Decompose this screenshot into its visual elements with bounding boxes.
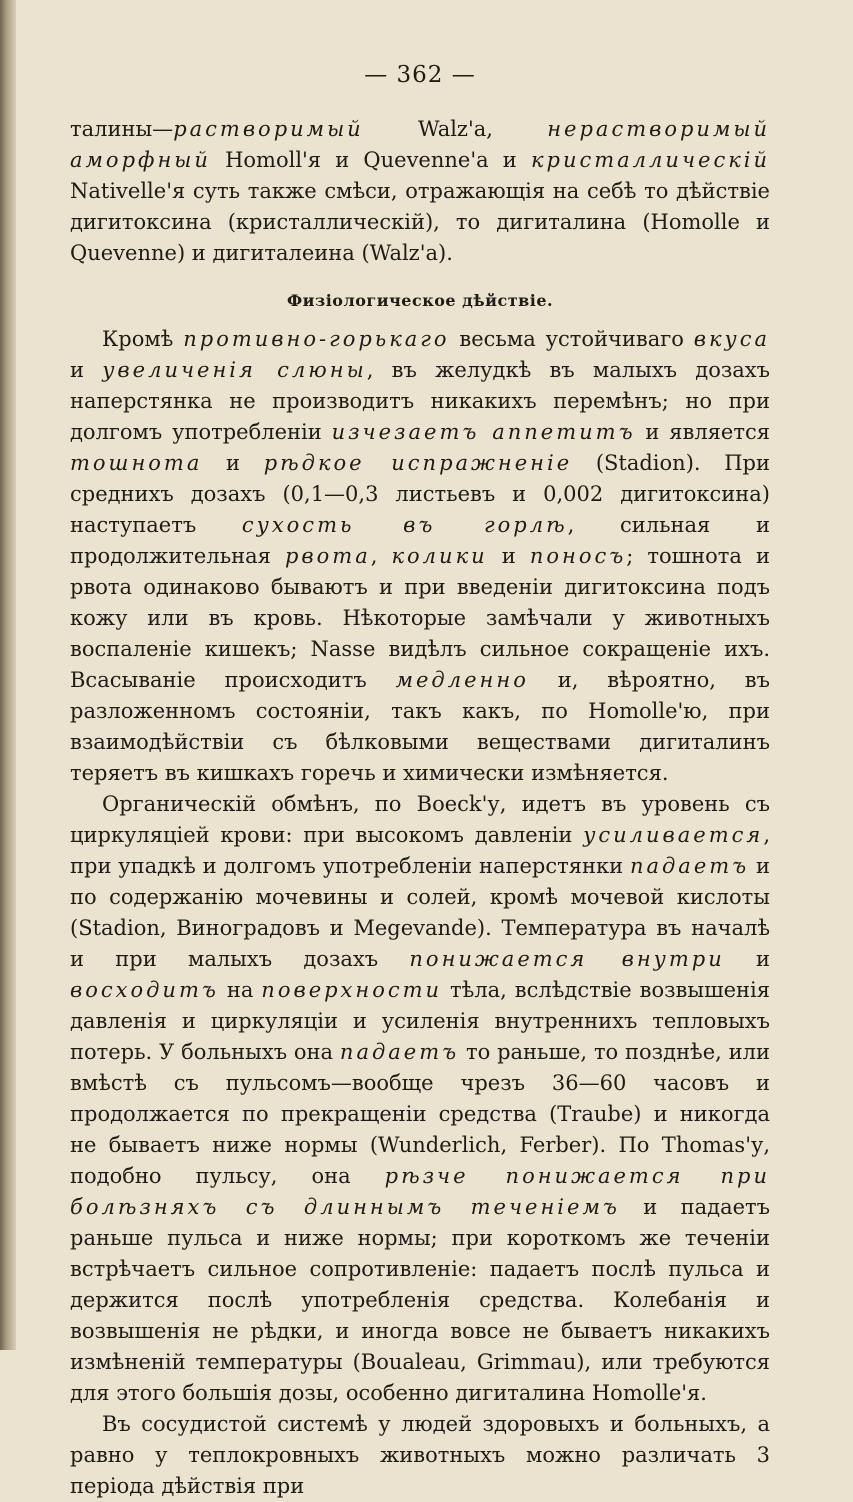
spaced-emphasis-text: восходитъ [70,978,219,1002]
body-text: и [202,451,264,475]
spaced-emphasis-text: колики [391,544,488,568]
spaced-emphasis-text: рѣзче понижается при болѣзняхъ съ длиннымъ теченіемъ [70,1164,770,1219]
spaced-emphasis-text: сухость въ горлѣ [241,513,568,537]
body-text: и падаетъ раньше пульса и ниже нормы; при короткомъ же теченіи встрѣчаетъ сильное сопротивленіе: падаетъ послѣ пульса и держится послѣ употребленія средства. Колебанія и возвышенія не рѣдки, и иногда вовсе не бываетъ никакихъ измѣненій температуры (Boualeau, Grimmau), или требуются для этого большія дозы, особенно дигиталина Homolle'я. [70,1195,770,1405]
spaced-emphasis-text: усиливается [583,823,764,847]
body-text: Walz'а, [363,117,548,141]
spaced-emphasis-text: поверхности [261,978,443,1002]
body-text: ; тошнота и рвота одинаково бываютъ и при введеніи дигитоксина подъ кожу или въ кровь. Нѣкоторые замѣчали у животныхъ воспаленіе кишекъ; Nasse видѣлъ сильное сокращеніе ихъ. Всасываніе происходитъ [70,544,771,692]
book-page [70,62,770,1502]
body-text: тѣла, вслѣдствіе возвышенія давленія и циркуляціи и усиленія внутреннихъ тепловыхъ потерь. У больныхъ она [70,978,770,1064]
body-text: Органическій обмѣнъ, по Boeck'у, идетъ въ уровень съ циркуляціей крови: при высокомъ давленіи [70,792,770,847]
spaced-emphasis-text: падаетъ [629,854,750,878]
spaced-emphasis-text: противно-горькаго [183,327,450,351]
body-text: и является [635,420,770,444]
spaced-emphasis-text: кристаллическій [530,148,770,172]
body-text: талины— [70,117,174,141]
spaced-emphasis-text: рвота [284,544,371,568]
paragraph-digestion [70,324,770,789]
body-text: , сильная и продолжительная [70,513,770,568]
book-spine-edge [0,0,16,1350]
body-text: весьма устойчиваго [449,327,694,351]
body-text: и по содержанію мочевины и солей, кромѣ мочевой кислоты (Stadion, Виноградовъ и Megevande). Температура въ началѣ и при малыхъ дозахъ [70,854,770,971]
spaced-emphasis-text: понижается внутри [409,947,725,971]
spaced-emphasis-text: рѣдкое испражненіе [263,451,573,475]
spaced-emphasis-text: падаетъ [339,1040,460,1064]
paragraph-continuation [70,114,770,269]
paragraph-vascular [70,1409,770,1502]
spaced-emphasis-text: изчезаетъ аппетитъ [331,420,636,444]
body-text: , при упадкѣ и долгомъ употребленіи наперстянки [70,823,770,878]
body-text: , въ желудкѣ въ малыхъ дозахъ наперстянка не производитъ никакихъ перемѣнъ; но при долгомъ употребленіи [70,358,771,444]
section-heading: Физіологическое дѣйствіе. [286,291,554,310]
spaced-emphasis-text: поносъ [529,544,627,568]
body-text: и [70,358,103,382]
spaced-emphasis-text: вкуса [693,327,770,351]
body-text: Homoll'я и Quevenne'а и [210,148,531,172]
body-text: и [487,544,530,568]
body-text: , [370,544,392,568]
body-text: и [724,947,771,971]
body-text: (Stadion). При среднихъ дозахъ (0,1—0,3 листьевъ и 0,002 дигитоксина) наступаетъ [70,451,770,537]
page-number: — 362 — [364,62,476,88]
spaced-emphasis-text: тошнота [70,451,203,475]
body-text: Кромѣ [102,327,184,351]
spaced-emphasis-text: нерастворимый аморфный [70,117,770,172]
body-text: на [218,978,262,1002]
spaced-emphasis-text: медленно [395,668,529,692]
spaced-emphasis-text: увеличенія слюны [102,358,367,382]
body-text: то раньше, то позднѣе, или вмѣстѣ съ пульсомъ—вообще чрезъ 36—60 часовъ и продолжается по прекращеніи средства (Traube) и никогда не бываетъ ниже нормы (Wunderlich, Ferber). По Thomas'у, подобно пульсу, она [70,1040,771,1188]
body-text: и, вѣроятно, въ разложенномъ состояніи, такъ какъ, по Homolle'ю, при взаимодѣйствіи съ бѣлковыми веществами дигиталинъ теряетъ въ кишкахъ горечь и химически измѣняется. [70,668,770,785]
paragraph-metabolism [70,789,770,1409]
body-text: Въ сосудистой системѣ у людей здоровыхъ и больныхъ, а равно у теплокровныхъ животныхъ можно различать 3 періода дѣйствія при [70,1412,770,1498]
body-text: Nativelle'я суть также смѣси, отражающія на себѣ то дѣйствіе дигитоксина (кристаллическій), то дигиталина (Homolle и Quevenne) и дигиталеина (Walz'а). [70,179,770,265]
spaced-emphasis-text: растворимый [173,117,364,141]
